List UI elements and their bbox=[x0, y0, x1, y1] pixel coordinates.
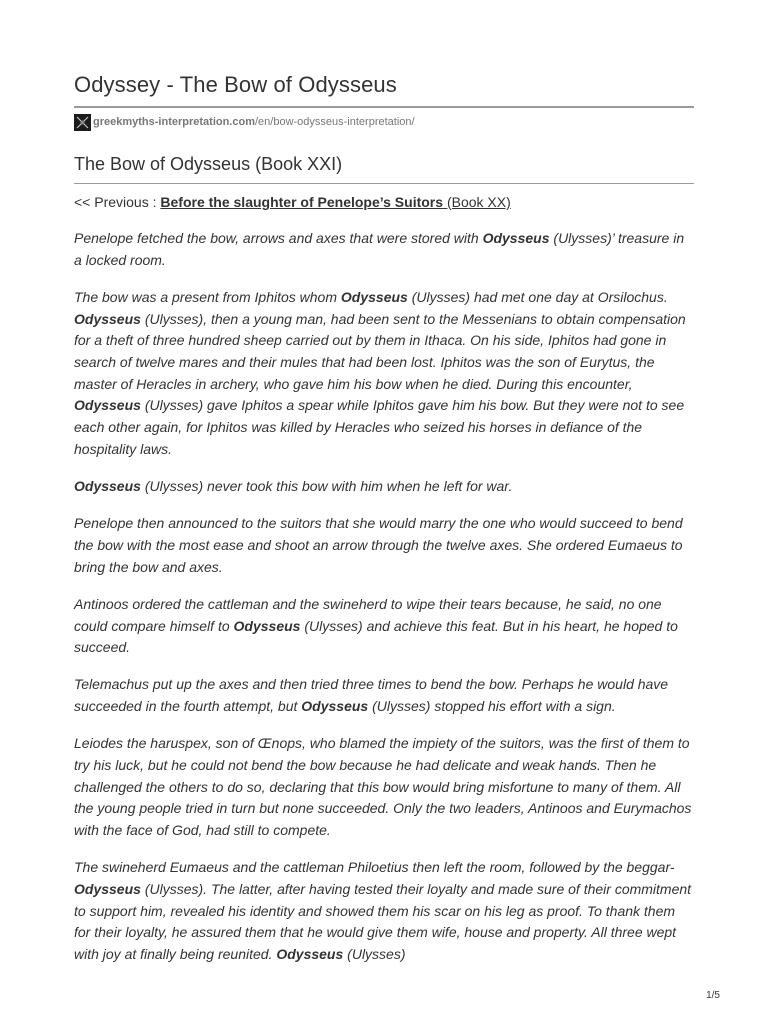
paragraph-text: (Ulysses) gave Iphitos a spear while Iphitos gave him his bow. But they were not to see each other again, for Iphitos was killed by Heracles who seized his horses in defiance of the hospitality laws. bbox=[74, 397, 685, 457]
name-highlight: Odysseus bbox=[276, 946, 344, 963]
section-divider bbox=[74, 183, 694, 184]
paragraph-text: (Ulysses) had met one day at Orsilochus. bbox=[407, 288, 668, 305]
paragraph-text: (Ulysses). The latter, after having tested their loyalty and made sure of their commitment to support him, revealed his identity and showed them his scar on his leg as proof. To thank them for their loyalty, he assured them that he would give them wife, house and property. All three wept with joy at finally being reunited. bbox=[74, 881, 692, 963]
name-highlight: Odysseus bbox=[340, 288, 408, 305]
name-highlight: Odysseus bbox=[74, 310, 141, 327]
body-paragraph bbox=[74, 513, 694, 578]
section-title: The Bow of Odysseus (Book XXI) bbox=[74, 154, 343, 174]
name-highlight: Odysseus bbox=[233, 617, 301, 634]
paragraph-text: Penelope fetched the bow, arrows and axes that were stored with bbox=[74, 230, 483, 246]
paragraph-text: (Ulysses) stopped his effort with a sign. bbox=[368, 698, 616, 715]
body-paragraph bbox=[74, 228, 694, 271]
paragraph-text: (Ulysses), then a young man, had been sent to the Messenians to obtain compensation for a theft of three hundred sheep carried out by them in Ithaca. On his side, Iphitos had gone in search of twelve mares and their mules that had been lost. Iphitos was the son of Eurytus, the master of Heracles in archery, who gave him his bow when he died. During this encounter, bbox=[74, 310, 686, 392]
previous-prefix: << Previous : bbox=[74, 194, 161, 210]
body-paragraph bbox=[74, 674, 694, 717]
title-divider bbox=[74, 106, 694, 108]
body-paragraph bbox=[74, 594, 694, 659]
article-body bbox=[74, 228, 694, 981]
paragraph-text: (Ulysses) and achieve this feat. But in his heart, he hoped to succeed. bbox=[74, 617, 678, 656]
paragraph-text: The bow was a present from Iphitos whom bbox=[74, 288, 341, 305]
source-path[interactable]: /en/bow-odysseus-interpretation/ bbox=[254, 116, 415, 128]
paragraph-text: Penelope then announced to the suitors that she would marry the one who would succeed to bend the bow with the most ease and shoot an arrow through the twelve axes. She ordered Eumaeus to bring the bow and axes. bbox=[74, 515, 683, 575]
paragraph-text: (Ulysses) bbox=[343, 946, 406, 963]
previous-chapter-link[interactable]: Before the slaughter of Penelope’s Suitors bbox=[160, 194, 447, 210]
site-favicon-icon bbox=[74, 114, 91, 131]
body-paragraph bbox=[74, 287, 694, 461]
paragraph-text: (Ulysses)’ treasure in a locked room. bbox=[74, 230, 685, 268]
paragraph-text: The swineherd Eumaeus and the cattleman Philoetius then left the room, followed by the beggar- bbox=[74, 859, 675, 876]
page-number: 1/5 bbox=[706, 990, 720, 1001]
name-highlight: Odysseus bbox=[74, 881, 141, 898]
body-paragraph bbox=[74, 476, 694, 498]
name-highlight: Odysseus bbox=[74, 478, 141, 495]
name-highlight: Odysseus bbox=[482, 230, 550, 246]
body-paragraph bbox=[74, 857, 694, 966]
name-highlight: Odysseus bbox=[301, 698, 369, 715]
paragraph-text: Telemachus put up the axes and then tried three times to bend the bow. Perhaps he would have succeeded in the fourth attempt, but bbox=[74, 676, 669, 715]
page-title: Odyssey - The Bow of Odysseus bbox=[74, 72, 397, 97]
source-domain[interactable]: greekmyths-interpretation.com bbox=[93, 116, 255, 128]
name-highlight: Odysseus bbox=[74, 397, 141, 414]
body-paragraph bbox=[74, 733, 694, 842]
source-url[interactable] bbox=[74, 113, 415, 131]
previous-nav bbox=[74, 192, 511, 212]
previous-book-link[interactable]: (Book XX) bbox=[446, 194, 511, 210]
paragraph-text: (Ulysses) never took this bow with him when he left for war. bbox=[140, 478, 513, 495]
paragraph-text: Leiodes the haruspex, son of Œnops, who blamed the impiety of the suitors, was the first of them to try his luck, but he could not bend the bow because he had delicate and weak hands. Then he challenged the others to do so, declaring that this bow would bring misfortune to many of them. All the young people tried in turn but none succeeded. Only the two leaders, Antinoos and Eurymachos with the face of God, had still to compete. bbox=[74, 735, 692, 839]
paragraph-text: Antinoos ordered the cattleman and the swineherd to wipe their tears because, he said, no one could compare himself to bbox=[74, 595, 662, 634]
